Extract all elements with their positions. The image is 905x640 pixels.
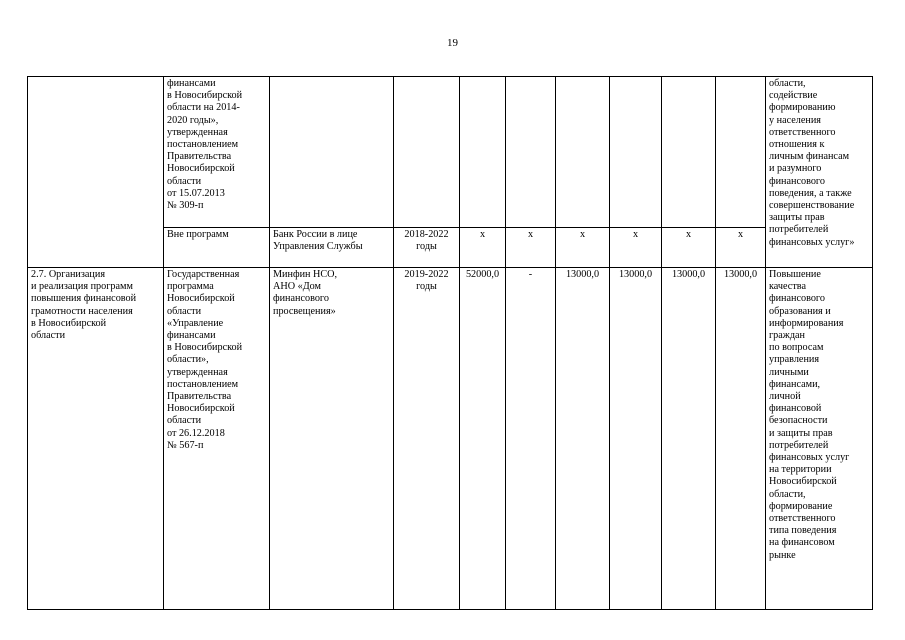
table-row-2-7	[28, 268, 873, 610]
value-cell: -	[506, 268, 556, 610]
executor-cell: Минфин НСО, АНО «Дом финансового просвещения»	[270, 268, 394, 610]
period-cell	[394, 77, 460, 228]
expected-result-cell: Повышение качества финансового образования и информирования граждан по вопросам управления личными финансами, личной финансовой безопасности и защиты прав потребителей финансовых услуг на территории Новосибирской области, формирование ответственного типа поведения на финансовом рынке	[766, 268, 873, 610]
program-cell: Государственная программа Новосибирской области «Управление финансами в Новосибирской области», утвержденная постановлением Правительства Новосибирской области от 26.12.2018 № 567-п	[164, 268, 270, 610]
value-cell: 13000,0	[662, 268, 716, 610]
program-cell: финансами в Новосибирской области на 2014- 2020 годы», утвержденная постановлением Правительства Новосибирской области от 15.07.2013 № 309-п	[164, 77, 270, 228]
value-cell	[506, 77, 556, 228]
measures-table	[27, 76, 873, 610]
value-cell	[460, 77, 506, 228]
value-cell: х	[460, 228, 506, 268]
expected-result-cell: области, содействие формированию у населения ответственного отношения к личным финансам и разумного финансового поведения, а также совершенствование защиты прав потребителей финансовых услуг»	[766, 77, 873, 268]
value-cell: 13000,0	[716, 268, 766, 610]
table-row-continuation	[28, 77, 873, 228]
value-cell: 13000,0	[610, 268, 662, 610]
value-cell: х	[556, 228, 610, 268]
program-cell: Вне программ	[164, 228, 270, 268]
value-cell: х	[610, 228, 662, 268]
period-cell: 2019-2022 годы	[394, 268, 460, 610]
value-cell: х	[506, 228, 556, 268]
value-cell: 13000,0	[556, 268, 610, 610]
value-cell	[556, 77, 610, 228]
value-cell: х	[662, 228, 716, 268]
measure-name-cell	[28, 77, 164, 268]
value-cell	[716, 77, 766, 228]
value-cell: 52000,0	[460, 268, 506, 610]
executor-cell	[270, 77, 394, 228]
period-cell: 2018-2022 годы	[394, 228, 460, 268]
value-cell	[610, 77, 662, 228]
value-cell	[662, 77, 716, 228]
value-cell: х	[716, 228, 766, 268]
page-number: 19	[447, 37, 458, 49]
executor-cell: Банк России в лице Управления Службы	[270, 228, 394, 268]
measure-name-cell: 2.7. Организация и реализация программ повышения финансовой грамотности населения в Новосибирской области	[28, 268, 164, 610]
